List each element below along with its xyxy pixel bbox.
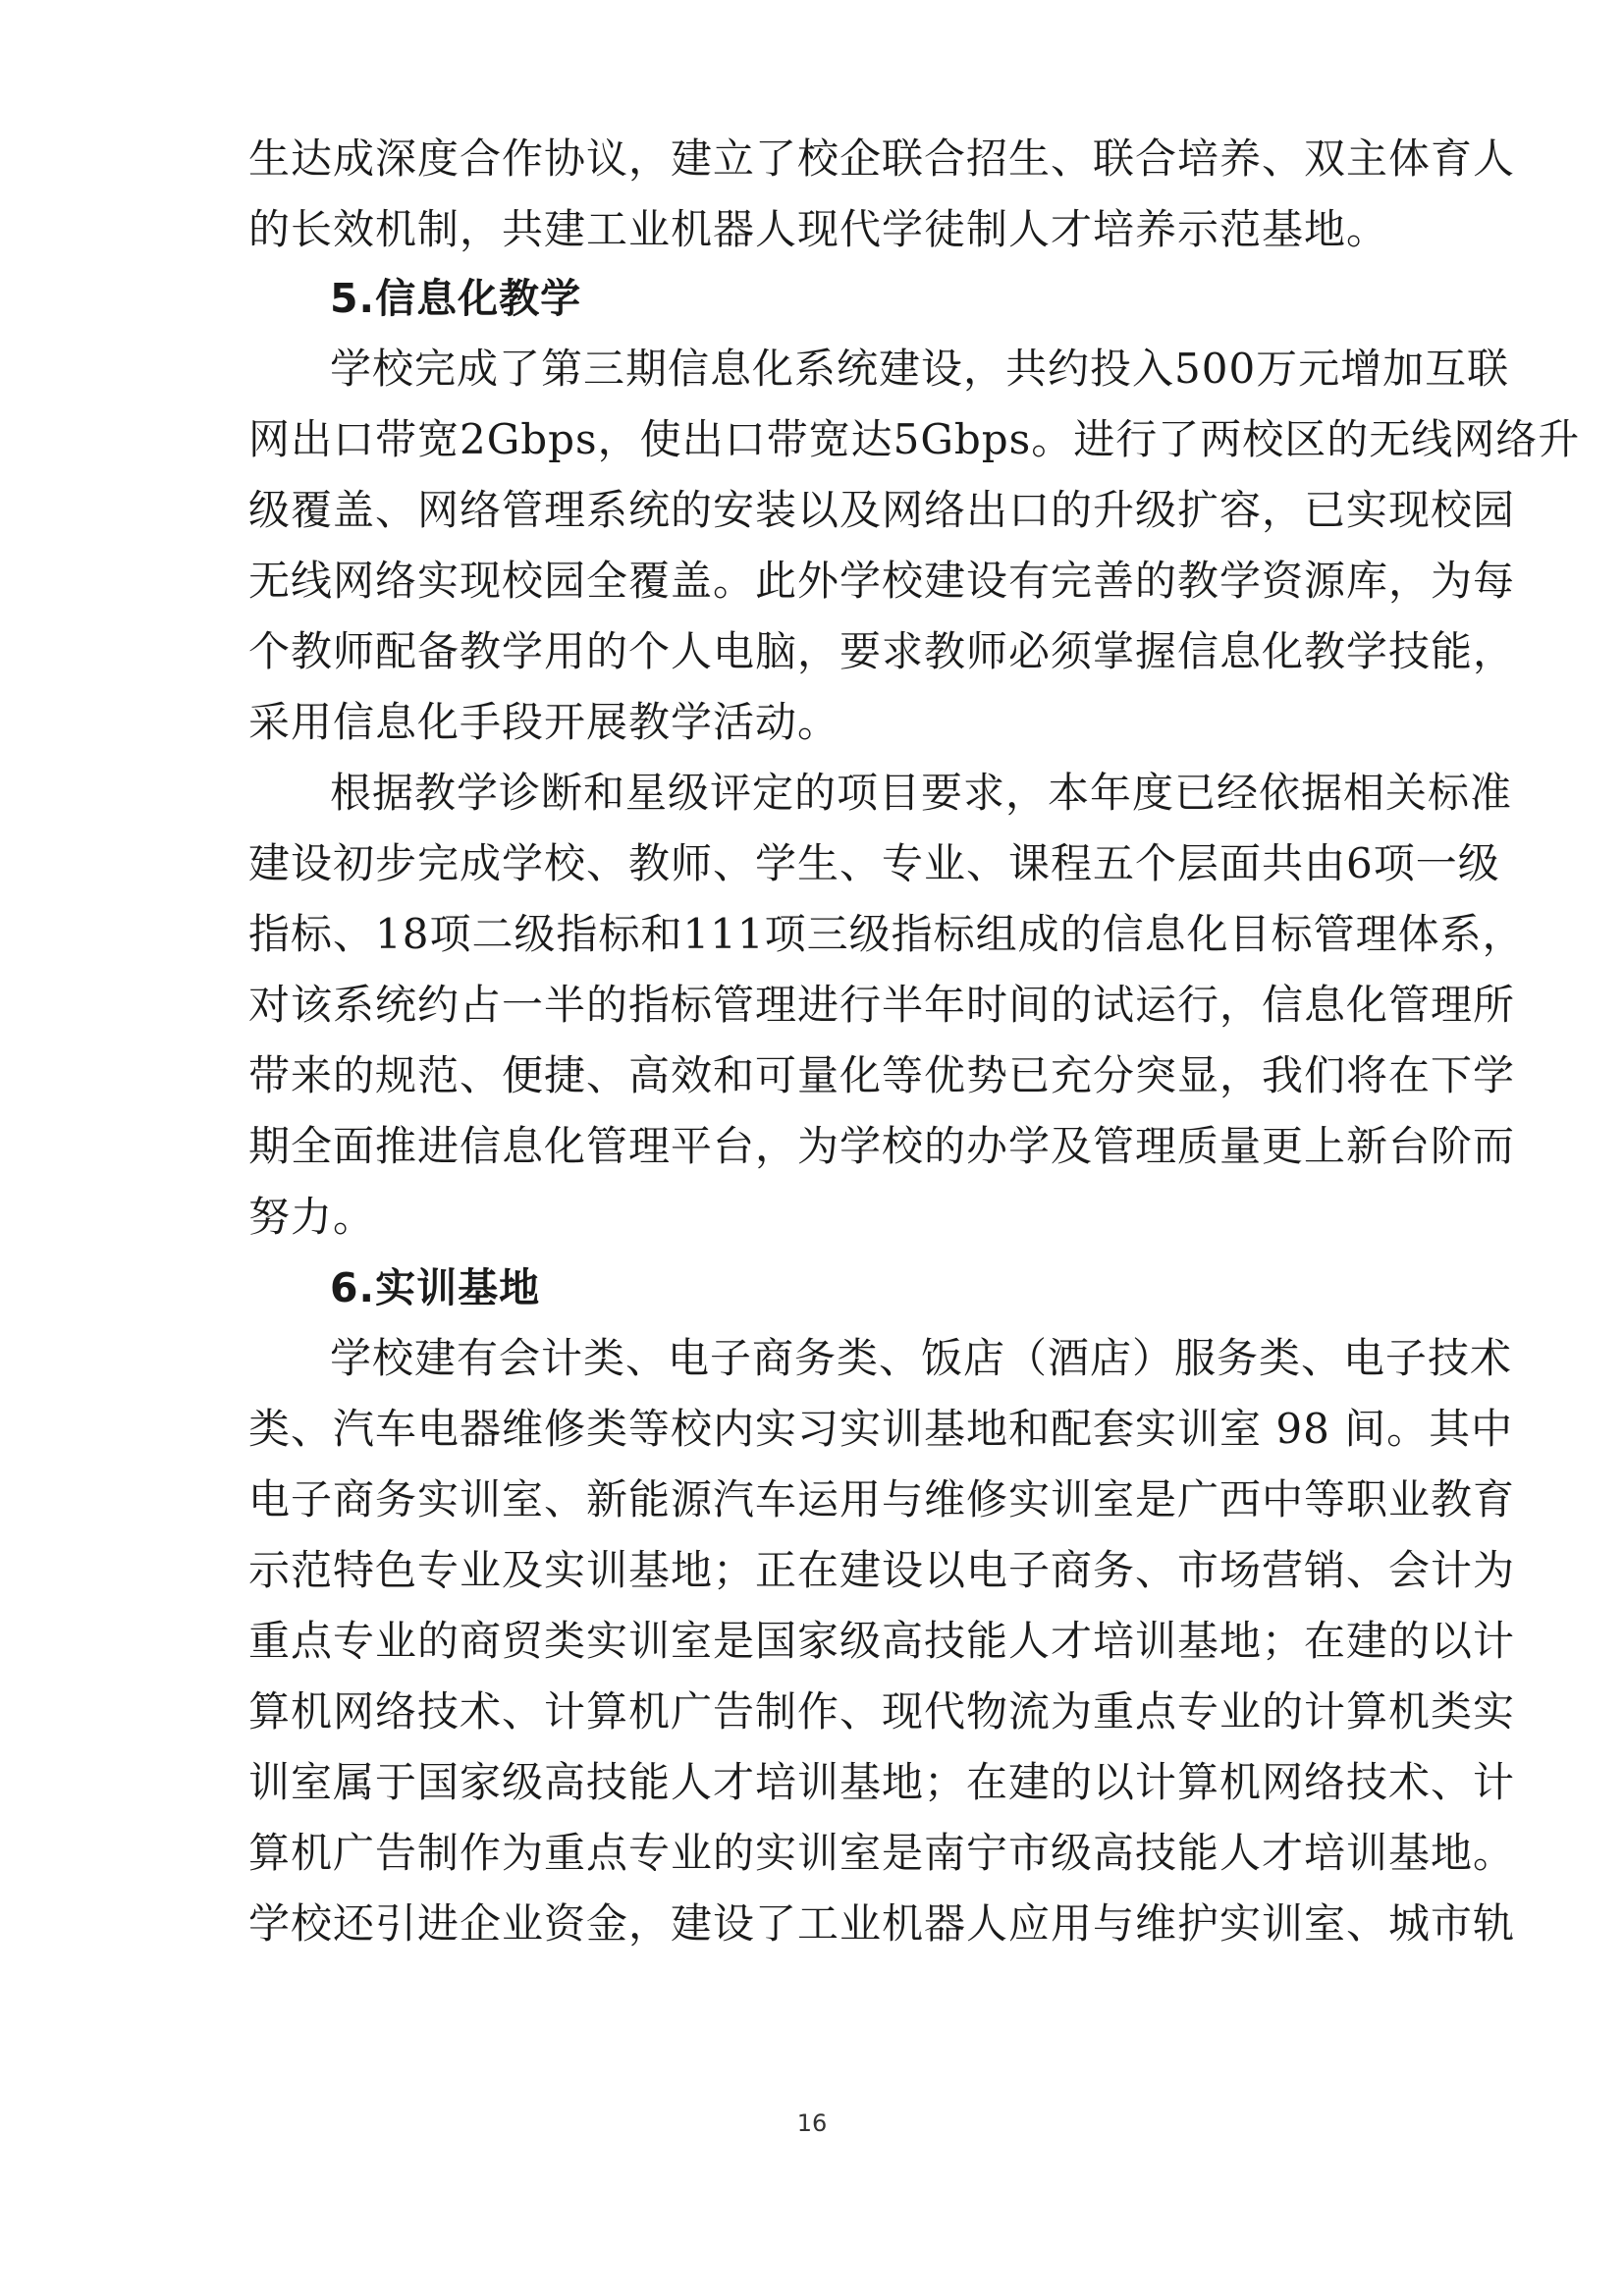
text-line: 网出口带宽2Gbps，使出口带宽达5Gbps。进行了两校区的无线网络升 [248, 415, 1581, 463]
text-line: 指标、18项二级指标和111项三级指标组成的信息化目标管理体系， [248, 910, 1525, 958]
text-line: 期全面推进信息化管理平台，为学校的办学及管理质量更上新台阶而 [248, 1122, 1516, 1170]
text-line: 根据教学诊断和星级评定的项目要求，本年度已经依据相关标准 [330, 769, 1513, 817]
text-line: 算机广告制作为重点专业的实训室是南宁市级高技能人才培训基地。 [248, 1829, 1516, 1877]
text-line: 示范特色专业及实训基地；正在建设以电子商务、市场营销、会计为 [248, 1546, 1516, 1594]
text-line: 学校建有会计类、电子商务类、饭店（酒店）服务类、电子技术 [330, 1334, 1513, 1382]
text-line: 个教师配备教学用的个人电脑，要求教师必须掌握信息化教学技能， [248, 627, 1516, 675]
page-number: 16 [796, 2109, 828, 2137]
text-line: 建设初步完成学校、教师、学生、专业、课程五个层面共由6项一级 [248, 839, 1500, 887]
text-line: 算机网络技术、计算机广告制作、现代物流为重点专业的计算机类实 [248, 1687, 1516, 1735]
text-line: 生达成深度合作协议，建立了校企联合招生、联合培养、双主体育人 [248, 134, 1516, 183]
text-line: 训室属于国家级高技能人才培训基地；在建的以计算机网络技术、计 [248, 1758, 1516, 1806]
text-line: 无线网络实现校园全覆盖。此外学校建设有完善的教学资源库，为每 [248, 557, 1516, 605]
text-line: 类、汽车电器维修类等校内实习实训基地和配套实训室 98 间。其中 [248, 1405, 1514, 1453]
text-line: 采用信息化手段开展教学活动。 [248, 698, 840, 746]
text-line: 学校还引进企业资金，建设了工业机器人应用与维护实训室、城市轨 [248, 1899, 1516, 1948]
text-line: 电子商务实训室、新能源汽车运用与维修实训室是广西中等职业教育 [248, 1475, 1516, 1523]
section-heading-5: 5.信息化教学 [330, 275, 582, 322]
text-line: 的长效机制，共建工业机器人现代学徒制人才培养示范基地。 [248, 205, 1389, 253]
text-line: 学校完成了第三期信息化系统建设，共约投入500万元增加互联 [330, 345, 1510, 393]
section-heading-6: 6.实训基地 [330, 1264, 541, 1311]
text-line: 带来的规范、便捷、高效和可量化等优势已充分突显，我们将在下学 [248, 1051, 1516, 1099]
text-line: 努力。 [248, 1193, 376, 1241]
text-line: 对该系统约占一半的指标管理进行半年时间的试运行，信息化管理所 [248, 981, 1516, 1029]
text-line: 重点专业的商贸类实训室是国家级高技能人才培训基地；在建的以计 [248, 1617, 1516, 1665]
text-line: 级覆盖、网络管理系统的安装以及网络出口的升级扩容，已实现校园 [248, 486, 1516, 534]
